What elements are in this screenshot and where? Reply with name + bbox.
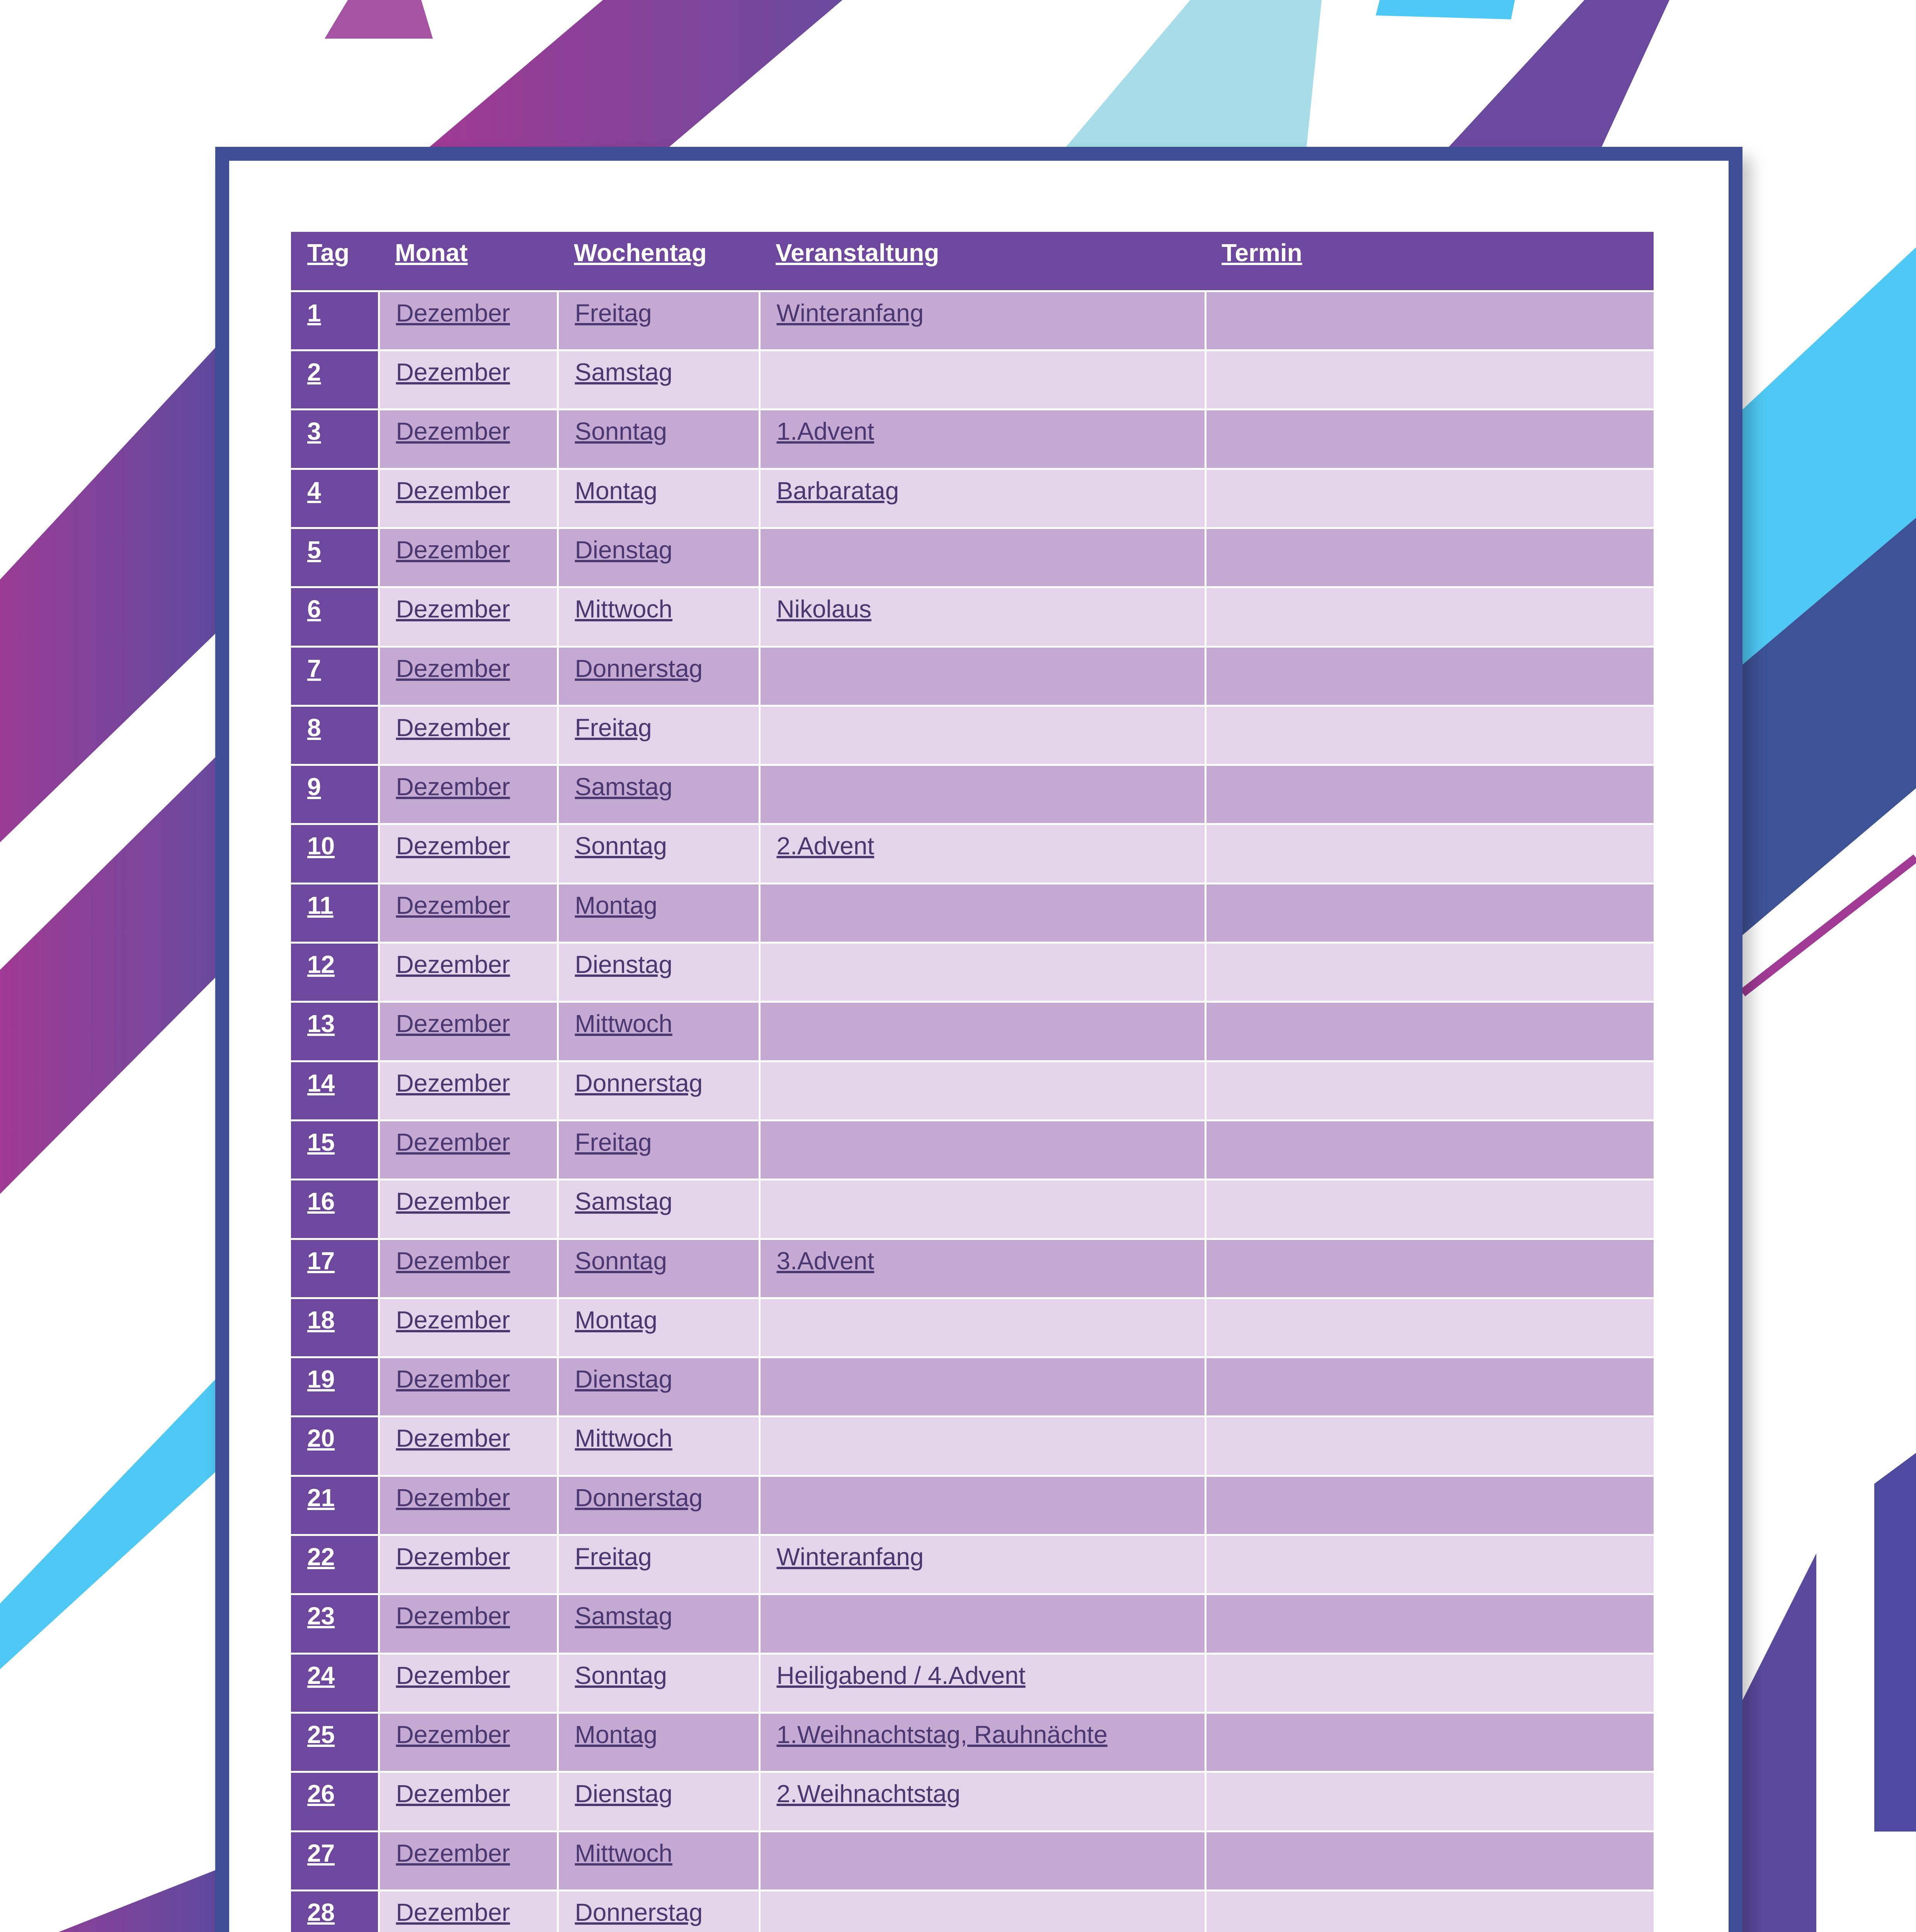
cell-monat: Dezember — [379, 1713, 558, 1772]
table-row — [291, 1535, 1654, 1594]
cell-termin[interactable] — [1205, 410, 1654, 469]
cell-wochentag: Donnerstag — [558, 646, 759, 706]
stripe-top-light-cyan — [1063, 0, 1322, 151]
table-row — [291, 706, 1654, 765]
cell-tag: 11 — [291, 883, 379, 942]
cell-tag: 16 — [291, 1180, 379, 1239]
cell-monat: Dezember — [379, 1239, 558, 1298]
table-row — [291, 1417, 1654, 1476]
cell-termin[interactable] — [1205, 291, 1654, 350]
cell-wochentag: Montag — [558, 1298, 759, 1357]
cell-termin[interactable] — [1205, 1653, 1654, 1713]
cell-monat: Dezember — [379, 824, 558, 883]
cell-monat: Dezember — [379, 1653, 558, 1713]
cell-wochentag: Montag — [558, 1713, 759, 1772]
table-row — [291, 1120, 1654, 1179]
table-row — [291, 410, 1654, 469]
cell-wochentag: Mittwoch — [558, 1002, 759, 1061]
cell-termin[interactable] — [1205, 587, 1654, 646]
cell-tag: 6 — [291, 587, 379, 646]
cell-wochentag: Freitag — [558, 706, 759, 765]
cell-wochentag: Sonntag — [558, 824, 759, 883]
table-row — [291, 350, 1654, 410]
cell-tag: 10 — [291, 824, 379, 883]
column-header-veranstaltung: Veranstaltung — [759, 232, 1205, 291]
cell-termin[interactable] — [1205, 1535, 1654, 1594]
table-row — [291, 1298, 1654, 1357]
table-row — [291, 1772, 1654, 1831]
cell-veranstaltung — [759, 706, 1205, 765]
cell-wochentag: Dienstag — [558, 943, 759, 1002]
cell-veranstaltung: Winteranfang — [759, 1535, 1205, 1594]
cell-veranstaltung — [759, 883, 1205, 942]
column-header-monat: Monat — [379, 232, 558, 291]
cell-monat: Dezember — [379, 1417, 558, 1476]
table-row — [291, 1357, 1654, 1417]
cell-termin[interactable] — [1205, 528, 1654, 587]
cell-wochentag: Samstag — [558, 765, 759, 824]
cell-veranstaltung — [759, 1890, 1205, 1932]
cell-tag: 26 — [291, 1772, 379, 1831]
cell-monat: Dezember — [379, 1772, 558, 1831]
cell-termin[interactable] — [1205, 469, 1654, 528]
cell-wochentag: Freitag — [558, 1120, 759, 1179]
cell-wochentag: Sonntag — [558, 1239, 759, 1298]
cell-wochentag: Sonntag — [558, 1653, 759, 1713]
cell-termin[interactable] — [1205, 1002, 1654, 1061]
cell-termin[interactable] — [1205, 1298, 1654, 1357]
cell-monat: Dezember — [379, 1831, 558, 1890]
cell-monat: Dezember — [379, 469, 558, 528]
cell-tag: 2 — [291, 350, 379, 410]
cell-veranstaltung — [759, 646, 1205, 706]
cell-veranstaltung: 1.Advent — [759, 410, 1205, 469]
stripe-top-magenta-small — [325, 0, 433, 39]
cell-termin[interactable] — [1205, 1239, 1654, 1298]
cell-wochentag: Samstag — [558, 1594, 759, 1653]
cell-veranstaltung: Heiligabend / 4.Advent — [759, 1653, 1205, 1713]
cell-veranstaltung — [759, 1357, 1205, 1417]
cell-tag: 28 — [291, 1890, 379, 1932]
cell-termin[interactable] — [1205, 350, 1654, 410]
cell-veranstaltung — [759, 1120, 1205, 1179]
cell-termin[interactable] — [1205, 646, 1654, 706]
cell-wochentag: Freitag — [558, 1535, 759, 1594]
cell-monat: Dezember — [379, 646, 558, 706]
cell-tag: 19 — [291, 1357, 379, 1417]
column-header-tag: Tag — [291, 232, 379, 291]
stripe-top-right-purple — [1445, 0, 1669, 151]
cell-veranstaltung — [759, 1417, 1205, 1476]
cell-termin[interactable] — [1205, 765, 1654, 824]
cell-monat: Dezember — [379, 1535, 558, 1594]
cell-monat: Dezember — [379, 1180, 558, 1239]
cell-termin[interactable] — [1205, 1120, 1654, 1179]
stripe-left-purple — [0, 757, 215, 1194]
cell-tag: 18 — [291, 1298, 379, 1357]
table-row — [291, 765, 1654, 824]
cell-termin[interactable] — [1205, 1772, 1654, 1831]
cell-veranstaltung: 2.Advent — [759, 824, 1205, 883]
cell-monat: Dezember — [379, 1002, 558, 1061]
cell-wochentag: Dienstag — [558, 1772, 759, 1831]
cell-termin[interactable] — [1205, 824, 1654, 883]
cell-wochentag: Mittwoch — [558, 1417, 759, 1476]
cell-monat: Dezember — [379, 350, 558, 410]
cell-wochentag: Samstag — [558, 1180, 759, 1239]
cell-wochentag: Dienstag — [558, 1357, 759, 1417]
table-row — [291, 1594, 1654, 1653]
cell-tag: 9 — [291, 765, 379, 824]
cell-wochentag: Donnerstag — [558, 1061, 759, 1120]
table-row — [291, 1890, 1654, 1932]
cell-termin[interactable] — [1205, 1180, 1654, 1239]
cell-tag: 7 — [291, 646, 379, 706]
cell-tag: 13 — [291, 1002, 379, 1061]
cell-monat: Dezember — [379, 765, 558, 824]
table-row — [291, 1831, 1654, 1890]
stripe-left-magenta-bottom — [0, 1870, 215, 1932]
cell-veranstaltung — [759, 1594, 1205, 1653]
cell-termin[interactable] — [1205, 1061, 1654, 1120]
cell-tag: 15 — [291, 1120, 379, 1179]
cell-tag: 24 — [291, 1653, 379, 1713]
cell-monat: Dezember — [379, 1061, 558, 1120]
table-row — [291, 1476, 1654, 1535]
cell-termin[interactable] — [1205, 1417, 1654, 1476]
document-frame — [215, 147, 1742, 1932]
cell-tag: 12 — [291, 943, 379, 1002]
cell-tag: 25 — [291, 1713, 379, 1772]
column-header-wochentag: Wochentag — [558, 232, 759, 291]
cell-tag: 14 — [291, 1061, 379, 1120]
cell-monat: Dezember — [379, 1890, 558, 1932]
stripe-top-purple — [425, 0, 842, 151]
table-row — [291, 1180, 1654, 1239]
table-row — [291, 528, 1654, 587]
cell-wochentag: Montag — [558, 469, 759, 528]
cell-wochentag: Donnerstag — [558, 1890, 759, 1932]
cell-tag: 1 — [291, 291, 379, 350]
stripe-left-cyan — [0, 1379, 215, 1669]
cell-wochentag: Dienstag — [558, 528, 759, 587]
cell-monat: Dezember — [379, 883, 558, 942]
cell-veranstaltung — [759, 528, 1205, 587]
cell-veranstaltung: Winteranfang — [759, 291, 1205, 350]
table-row — [291, 646, 1654, 706]
cell-tag: 4 — [291, 469, 379, 528]
table-row — [291, 291, 1654, 350]
cell-veranstaltung: 1.Weihnachtstag, Rauhnächte — [759, 1713, 1205, 1772]
cell-monat: Dezember — [379, 587, 558, 646]
cell-wochentag: Donnerstag — [558, 1476, 759, 1535]
table-row — [291, 1239, 1654, 1298]
calendar-table — [291, 232, 1654, 1932]
cell-monat: Dezember — [379, 291, 558, 350]
column-header-termin: Termin — [1205, 232, 1654, 291]
cell-tag: 21 — [291, 1476, 379, 1535]
cell-veranstaltung — [759, 1298, 1205, 1357]
cell-wochentag: Mittwoch — [558, 587, 759, 646]
cell-termin[interactable] — [1205, 1476, 1654, 1535]
cell-monat: Dezember — [379, 528, 558, 587]
cell-wochentag: Freitag — [558, 291, 759, 350]
cell-tag: 23 — [291, 1594, 379, 1653]
table-row — [291, 1002, 1654, 1061]
cell-veranstaltung: 2.Weihnachtstag — [759, 1772, 1205, 1831]
cell-tag: 5 — [291, 528, 379, 587]
stripe-right-violet — [1742, 1553, 1816, 1932]
cell-monat: Dezember — [379, 410, 558, 469]
cell-veranstaltung — [759, 1831, 1205, 1890]
cell-veranstaltung — [759, 1180, 1205, 1239]
cell-termin[interactable] — [1205, 706, 1654, 765]
cell-veranstaltung — [759, 350, 1205, 410]
cell-monat: Dezember — [379, 943, 558, 1002]
table-row — [291, 469, 1654, 528]
cell-monat: Dezember — [379, 1476, 558, 1535]
cell-termin[interactable] — [1205, 1890, 1654, 1932]
cell-termin[interactable] — [1205, 943, 1654, 1002]
cell-termin[interactable] — [1205, 1594, 1654, 1653]
cell-monat: Dezember — [379, 706, 558, 765]
table-row — [291, 943, 1654, 1002]
cell-veranstaltung — [759, 1061, 1205, 1120]
cell-monat: Dezember — [379, 1594, 558, 1653]
cell-veranstaltung: Barbaratag — [759, 469, 1205, 528]
cell-termin[interactable] — [1205, 1357, 1654, 1417]
cell-veranstaltung — [759, 1476, 1205, 1535]
cell-tag: 20 — [291, 1417, 379, 1476]
cell-wochentag: Mittwoch — [558, 1831, 759, 1890]
cell-tag: 27 — [291, 1831, 379, 1890]
cell-termin[interactable] — [1205, 1713, 1654, 1772]
cell-termin[interactable] — [1205, 883, 1654, 942]
cell-veranstaltung: Nikolaus — [759, 587, 1205, 646]
cell-tag: 8 — [291, 706, 379, 765]
table-row — [291, 883, 1654, 942]
cell-monat: Dezember — [379, 1298, 558, 1357]
cell-wochentag: Montag — [558, 883, 759, 942]
table-header-row — [291, 232, 1654, 291]
cell-veranstaltung — [759, 943, 1205, 1002]
cell-monat: Dezember — [379, 1120, 558, 1179]
cell-wochentag: Samstag — [558, 350, 759, 410]
cell-tag: 17 — [291, 1239, 379, 1298]
cell-veranstaltung — [759, 1002, 1205, 1061]
stripe-top-cyan-small — [1376, 0, 1515, 19]
cell-tag: 3 — [291, 410, 379, 469]
table-row — [291, 1061, 1654, 1120]
table-row — [291, 1713, 1654, 1772]
table-row — [291, 824, 1654, 883]
cell-monat: Dezember — [379, 1357, 558, 1417]
stripe-right-violet-2 — [1874, 1453, 1916, 1832]
cell-termin[interactable] — [1205, 1831, 1654, 1890]
cell-tag: 22 — [291, 1535, 379, 1594]
cell-veranstaltung: 3.Advent — [759, 1239, 1205, 1298]
cell-veranstaltung — [759, 765, 1205, 824]
stripe-left-magenta — [0, 348, 215, 842]
table-row — [291, 1653, 1654, 1713]
cell-wochentag: Sonntag — [558, 410, 759, 469]
table-row — [291, 587, 1654, 646]
